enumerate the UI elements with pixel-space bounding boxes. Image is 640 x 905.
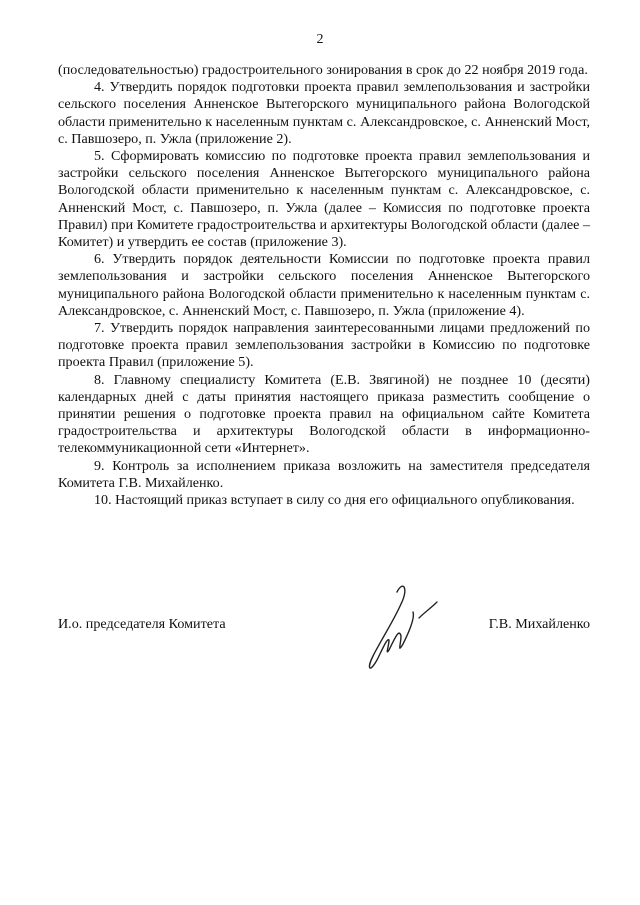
paragraph-item-4: 4. Утвердить порядок подготовки проекта правил землепользования и застройки сельского поселения Анненское Вытегорского муниципального района Вологодской области применительно к населенным пунктам с. Александровское, с. Анненский Мост, с. Павшозеро, п. Ужла (приложение 2). [58,79,590,147]
handwritten-signature [345,578,455,688]
document-body [58,62,590,509]
paragraph-item-6: 6. Утвердить порядок деятельности Комиссии по подготовке проекта правил землепользования и застройки сельского поселения Анненское Вытегорского муниципального района Вологодской области применительно к населенным пунктам с. Александровское, с. Анненский Мост, с. Павшозеро, п. Ужла (приложение 4). [58,251,590,319]
signature-stroke-main [370,586,414,668]
paragraph-item-5: 5. Сформировать комиссию по подготовке проекта правил землепользования и застройки сельского поселения Анненское Вытегорского муниципального района Вологодской области применительно к населенным пунктам с. Александровское, с. Анненский Мост, с. Павшозеро, п. Ужла (далее – Комиссия по подготовке проекта Правил) при Комитете градостроительства и архитектуры Вологодской области (далее – Комитет) и утвердить ее состав (приложение 3). [58,148,590,251]
paragraph-continuation: (последовательностью) градостроительного зонирования в срок до 22 ноября 2019 года. [58,62,588,78]
paragraph-item-8: 8. Главному специалисту Комитета (Е.В. Звягиной) не позднее 10 (десяти) календарных дней с даты принятия настоящего приказа разместить сообщение о принятии решения о подготовке проекта правил на официальном сайте Комитета градостроительства и архитектуры Вологодской области в информационно-телекоммуникационной сети «Интернет». [58,371,590,457]
paragraph-item-10: 10. Настоящий приказ вступает в силу со дня его официального опубликования. [94,492,575,509]
signature-stroke-flourish [419,602,437,618]
signatory-name: Г.В. Михайленко [488,616,590,632]
paragraph-item-7: 7. Утвердить порядок направления заинтересованными лицами предложений по подготовке проекта правил землепользования застройки в Комиссию по подготовке проекта Правил (приложение 5). [58,320,590,371]
page-number: 2 [316,32,324,47]
paragraph-item-9: 9. Контроль за исполнением приказа возложить на заместителя председателя Комитета Г.В. Михайленко. [58,457,590,491]
signatory-title: И.о. председателя Комитета [58,616,226,632]
